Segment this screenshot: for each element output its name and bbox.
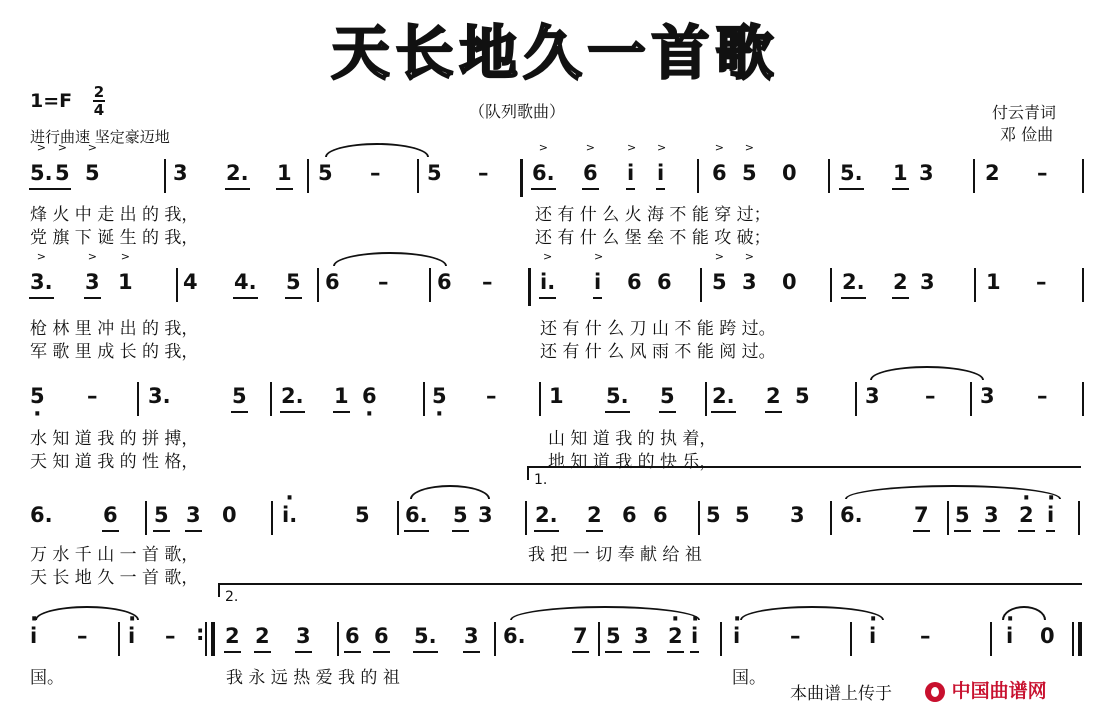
- barline: [698, 501, 700, 535]
- lyric-line: 国。: [732, 668, 766, 688]
- note: 5: [735, 503, 750, 527]
- slur: [740, 606, 884, 620]
- note: 3: [920, 270, 935, 294]
- barline: [1072, 622, 1074, 656]
- note: > 5.: [30, 163, 53, 184]
- note: > 5: [55, 163, 70, 184]
- lyric-line: 国。: [30, 668, 64, 688]
- time-sig-bottom: 4: [93, 101, 105, 119]
- barline: [528, 268, 531, 306]
- note: 1: [334, 384, 349, 408]
- barline: [176, 268, 178, 302]
- slur: [35, 606, 139, 620]
- barline: [270, 382, 272, 416]
- note: · 5: [30, 386, 45, 407]
- lyric-line: 还 有 什 么 刀 山 不 能 跨 过。: [540, 319, 776, 339]
- note: · 2: [668, 626, 683, 647]
- note: 6: [657, 270, 672, 294]
- note: · i: [1006, 626, 1013, 647]
- barline: [830, 501, 832, 535]
- lyric-line: 枪 林 里 冲 出 的 我，: [30, 319, 199, 339]
- slur: [333, 252, 447, 266]
- time-signature: [93, 84, 105, 118]
- barline: [494, 622, 496, 656]
- barline: [307, 159, 309, 193]
- note: · 6: [362, 386, 377, 407]
- barline: [850, 622, 852, 656]
- lyric-line: 山 知 道 我 的 执 着，: [548, 429, 717, 449]
- note: 6: [103, 503, 118, 527]
- lyric-line: 天 长 地 久 一 首 歌，: [30, 568, 199, 588]
- note: 5.: [606, 384, 629, 408]
- logo-text: 中国曲谱网: [951, 680, 1047, 702]
- note: > 5: [712, 272, 727, 293]
- barline: [397, 501, 399, 535]
- first-ending-bracket: [527, 466, 1081, 480]
- note: 5: [660, 384, 675, 408]
- note: 6: [653, 503, 668, 527]
- note: 7: [573, 624, 588, 648]
- note: > 6: [712, 163, 727, 184]
- note: 6: [325, 270, 340, 294]
- note: 6: [627, 270, 642, 294]
- note: 3: [478, 503, 493, 527]
- note: · i: [869, 626, 876, 647]
- note: –: [77, 624, 88, 648]
- barline: [947, 501, 949, 535]
- second-ending-bracket: [218, 583, 1082, 597]
- note: 4: [183, 270, 198, 294]
- note: 1: [549, 384, 564, 408]
- note: > 3: [742, 272, 757, 293]
- note: · 5: [432, 386, 447, 407]
- note: 2: [766, 384, 781, 408]
- barline: [145, 501, 147, 535]
- note: · i.: [282, 505, 297, 526]
- note: 6.: [405, 503, 428, 527]
- note: 4.: [234, 270, 257, 294]
- tempo-marking: 进行曲速 坚定豪迈地: [30, 128, 170, 146]
- note: > i: [657, 163, 664, 184]
- note: –: [1036, 270, 1047, 294]
- note: –: [1037, 384, 1048, 408]
- note: –: [482, 270, 493, 294]
- barline: [855, 382, 857, 416]
- lyric-line: 万 水 千 山 一 首 歌，: [30, 545, 199, 565]
- song-title: 天长地久一首歌: [331, 19, 780, 87]
- note: 3.: [148, 384, 171, 408]
- note: 2.: [842, 270, 865, 294]
- lyric-line: 还 有 什 么 火 海 不 能 穿 过；: [535, 205, 771, 225]
- time-sig-top: 2: [93, 83, 105, 101]
- note: 0: [1040, 624, 1055, 648]
- barline: [598, 622, 600, 656]
- note: 3: [296, 624, 311, 648]
- composer: 邓 俭曲: [1000, 125, 1054, 144]
- note: 3: [865, 384, 880, 408]
- lyric-line: 水 知 道 我 的 拼 搏，: [30, 429, 199, 449]
- note: > 3: [85, 272, 100, 293]
- note: · i: [1047, 505, 1054, 526]
- note: 0: [222, 503, 237, 527]
- note: · i: [30, 626, 37, 647]
- note: 5: [154, 503, 169, 527]
- slur: [325, 143, 429, 157]
- note: –: [790, 624, 801, 648]
- note: > 3.: [30, 272, 53, 293]
- note: > i: [594, 272, 601, 293]
- note: –: [1037, 161, 1048, 185]
- barline: [697, 159, 699, 193]
- note: 3: [919, 161, 934, 185]
- note: –: [87, 384, 98, 408]
- key-signature: 1=F: [30, 90, 73, 112]
- site-logo[interactable]: [925, 676, 1047, 703]
- barline: [520, 159, 523, 197]
- note: 5: [286, 270, 301, 294]
- barline: [429, 268, 431, 302]
- note: 3: [980, 384, 995, 408]
- note: 3: [790, 503, 805, 527]
- note: 5: [706, 503, 721, 527]
- barline: [700, 268, 702, 302]
- note: > 1: [118, 272, 133, 293]
- note: · i: [733, 626, 740, 647]
- note: 5: [318, 161, 333, 185]
- note: 0: [782, 161, 797, 185]
- note: 6: [437, 270, 452, 294]
- upload-note: 本曲谱上传于: [790, 684, 892, 704]
- second-ending-label: 2.: [225, 589, 239, 605]
- note: 1: [893, 161, 908, 185]
- barline: [1082, 268, 1084, 302]
- note: 5: [795, 384, 810, 408]
- subtitle: （队列歌曲）: [469, 102, 566, 121]
- lyric-line: 我 把 一 切 奉 献 给 祖: [528, 545, 702, 565]
- note: 2: [587, 503, 602, 527]
- note: > 6.: [532, 163, 555, 184]
- barline: [271, 501, 273, 535]
- note: · 2: [1019, 505, 1034, 526]
- lyric-line: 天 知 道 我 的 性 格，: [30, 452, 199, 472]
- barline: [211, 622, 215, 656]
- note: –: [925, 384, 936, 408]
- barline: [137, 382, 139, 416]
- slur: [870, 366, 984, 380]
- note: 3: [984, 503, 999, 527]
- note: 5.: [840, 161, 863, 185]
- note: 5: [606, 624, 621, 648]
- slur: [410, 485, 490, 499]
- note: 6: [622, 503, 637, 527]
- note: 2.: [712, 384, 735, 408]
- note: 6: [374, 624, 389, 648]
- note: –: [378, 270, 389, 294]
- note: 3: [173, 161, 188, 185]
- barline: [720, 622, 722, 656]
- note: 3: [464, 624, 479, 648]
- note: 6.: [840, 503, 863, 527]
- note: 5: [232, 384, 247, 408]
- note: 2.: [226, 161, 249, 185]
- note: 5.: [414, 624, 437, 648]
- first-ending-label: 1.: [534, 472, 548, 488]
- barline: [1082, 382, 1084, 416]
- note: > 6: [583, 163, 598, 184]
- note: 6.: [30, 503, 53, 527]
- barline: [828, 159, 830, 193]
- note: > i.: [540, 272, 555, 293]
- note: 6.: [503, 624, 526, 648]
- lyric-line: 还 有 什 么 堡 垒 不 能 攻 破；: [535, 228, 771, 248]
- barline: [974, 268, 976, 302]
- barline: [830, 268, 832, 302]
- note: > i: [627, 163, 634, 184]
- lyric-line: 党 旗 下 诞 生 的 我，: [30, 228, 199, 248]
- note: 2: [225, 624, 240, 648]
- note: 2: [255, 624, 270, 648]
- barline: [990, 622, 992, 656]
- note: 2.: [535, 503, 558, 527]
- barline: [205, 622, 207, 656]
- note: :: [196, 621, 205, 645]
- note: –: [165, 624, 176, 648]
- note: –: [486, 384, 497, 408]
- lyric-line: 地 知 道 我 的 快 乐，: [548, 452, 717, 472]
- note: 7: [914, 503, 929, 527]
- note: 6: [345, 624, 360, 648]
- note: 5: [427, 161, 442, 185]
- barline: [1078, 622, 1082, 656]
- note: 3: [634, 624, 649, 648]
- note: –: [370, 161, 381, 185]
- barline: [973, 159, 975, 193]
- note: 1: [986, 270, 1001, 294]
- barline: [1078, 501, 1080, 535]
- barline: [539, 382, 541, 416]
- note: –: [920, 624, 931, 648]
- note: 2: [893, 270, 908, 294]
- barline: [970, 382, 972, 416]
- barline: [705, 382, 707, 416]
- lyric-line: 还 有 什 么 风 雨 不 能 阅 过。: [540, 342, 776, 362]
- barline: [317, 268, 319, 302]
- barline: [525, 501, 527, 535]
- barline: [164, 159, 166, 193]
- barline: [417, 159, 419, 193]
- barline: [423, 382, 425, 416]
- note: 5: [453, 503, 468, 527]
- barline: [337, 622, 339, 656]
- lyric-line: 烽 火 中 走 出 的 我，: [30, 205, 199, 225]
- lyric-line: 我 永 远 热 爱 我 的 祖: [226, 668, 400, 688]
- note: 2: [985, 161, 1000, 185]
- barline: [1082, 159, 1084, 193]
- note: · i: [128, 626, 135, 647]
- note: > 5: [742, 163, 757, 184]
- note: · i: [691, 626, 698, 647]
- note: 5: [355, 503, 370, 527]
- barline: [118, 622, 120, 656]
- note: 1: [277, 161, 292, 185]
- note: 3: [186, 503, 201, 527]
- lyric-line: 军 歌 里 成 长 的 我，: [30, 342, 199, 362]
- note: 0: [782, 270, 797, 294]
- note: 5: [955, 503, 970, 527]
- lyricist: 付云青词: [992, 103, 1057, 122]
- note: 2.: [281, 384, 304, 408]
- logo-icon: [925, 682, 945, 702]
- note: –: [478, 161, 489, 185]
- note: > 5: [85, 163, 100, 184]
